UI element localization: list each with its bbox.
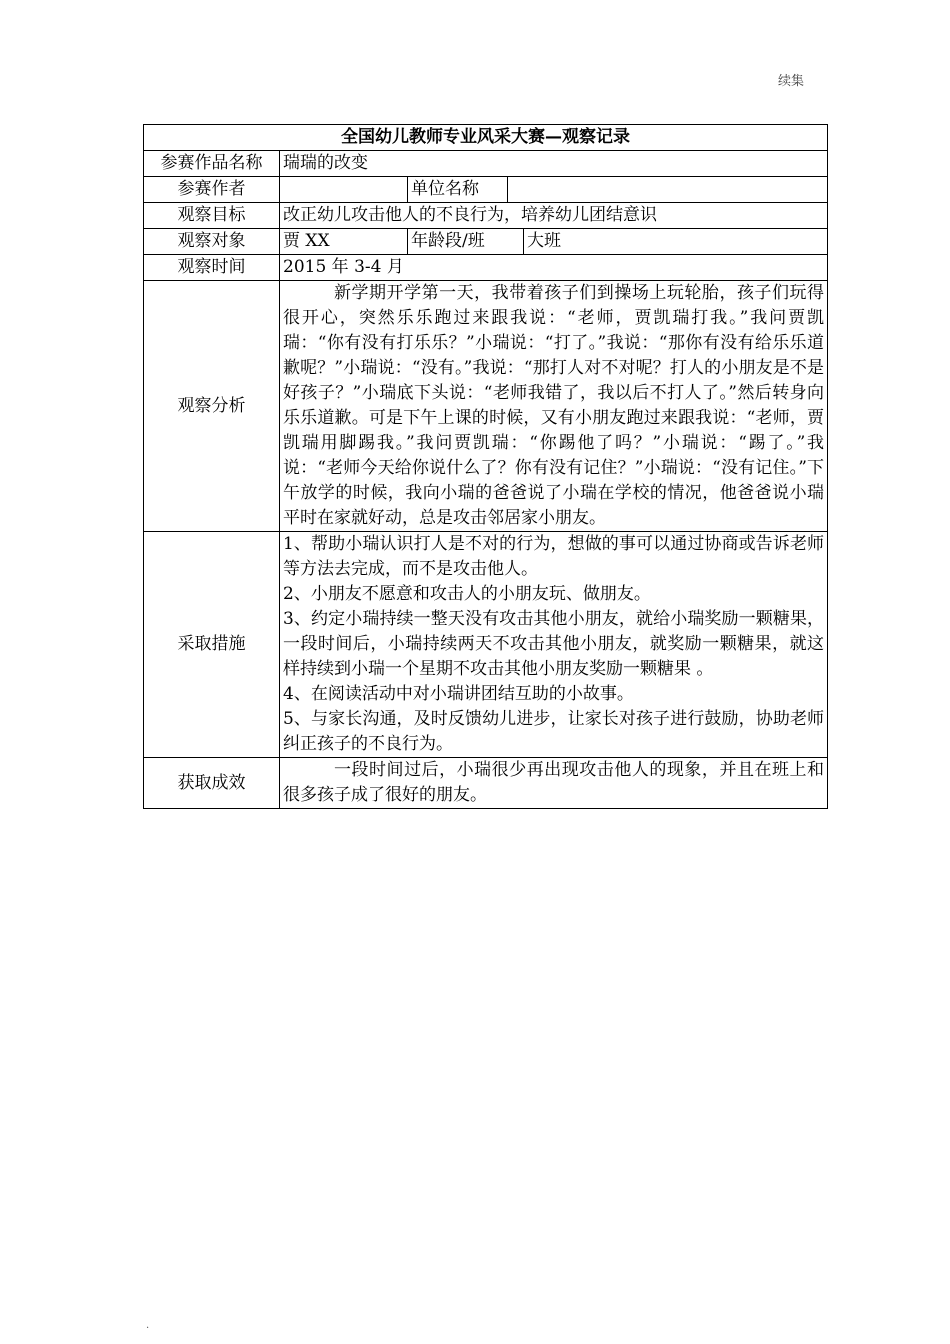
work-name-label: 参赛作品名称	[144, 151, 280, 177]
goal-label: 观察目标	[144, 203, 280, 229]
measures-label: 采取措施	[144, 532, 280, 758]
analysis-label: 观察分析	[144, 281, 280, 532]
time-row	[144, 255, 828, 281]
continued-label: 续集	[778, 74, 805, 89]
footer-mark: .	[146, 1320, 150, 1331]
goal-value: 改正幼儿攻击他人的不良行为，培养幼儿团结意识	[280, 203, 828, 229]
title-row	[144, 125, 828, 151]
record-title: 全国幼儿教师专业风采大赛—观察记录	[144, 125, 828, 151]
measures-cell	[280, 532, 828, 758]
age-group-label: 年龄段/班	[408, 229, 524, 255]
measure-item: 3、约定小瑞持续一整天没有攻击其他小朋友，就给小瑞奖励一颗糖果，一段时间后，小瑞持续两天不攻击其他小朋友，就奖励一颗糖果，就这样持续到小瑞一个星期不攻击其他小朋友奖励一颗糖果 。	[283, 609, 825, 679]
measures-row	[144, 532, 828, 758]
results-text: 一段时间过后，小瑞很少再出现攻击他人的现象，并且在班上和很多孩子成了很好的朋友。	[283, 760, 825, 805]
results-row	[144, 758, 828, 809]
results-label: 获取成效	[144, 758, 280, 809]
work-name-value: 瑞瑞的改变	[280, 151, 828, 177]
unit-label: 单位名称	[408, 177, 508, 203]
time-label: 观察时间	[144, 255, 280, 281]
subject-value: 贾 XX	[280, 229, 408, 255]
author-value	[280, 177, 408, 203]
results-cell	[280, 758, 828, 809]
measure-item: 5、与家长沟通，及时反馈幼儿进步，让家长对孩子进行鼓励，协助老师纠正孩子的不良行为。	[283, 709, 825, 754]
analysis-row	[144, 281, 828, 532]
analysis-text: 新学期开学第一天，我带着孩子们到操场上玩轮胎，孩子们玩得很开心，突然乐乐跑过来跟我说：“老师，贾凯瑞打我。”我问贾凯瑞：“你有没有打乐乐？”小瑞说：“打了。”我说：“那你有没有给乐乐道歉呢？”小瑞说：“没有。”我说：“那打人对不对呢？打人的小朋友是不是好孩子？”小瑞底下头说：“老师我错了，我以后不打人了。”然后转身向乐乐道歉。可是下午上课的时候，又有小朋友跑过来跟我说：“老师，贾凯瑞用脚踢我。”我问贾凯瑞：“你踢他了吗？”小瑞说：“踢了。”我说：“老师今天给你说什么了？你有没有记住？”小瑞说：“没有记住。”下午放学的时候，我向小瑞的爸爸说了小瑞在学校的情况，他爸爸说小瑞平时在家就好动，总是攻击邻居家小朋友。	[283, 283, 825, 528]
author-label: 参赛作者	[144, 177, 280, 203]
measure-item: 2、小朋友不愿意和攻击人的小朋友玩、做朋友。	[283, 584, 651, 604]
work-name-row	[144, 151, 828, 177]
measure-item: 4、在阅读活动中对小瑞讲团结互助的小故事。	[283, 684, 634, 704]
measure-item: 1、帮助小瑞认识打人是不对的行为，想做的事可以通过协商或告诉老师等方法去完成，而不是攻击他人。	[283, 534, 825, 579]
time-value: 2015 年 3-4 月	[280, 255, 828, 281]
observation-record-table	[143, 124, 828, 809]
subject-label: 观察对象	[144, 229, 280, 255]
author-row	[144, 177, 828, 203]
subject-row	[144, 229, 828, 255]
age-group-value: 大班	[524, 229, 828, 255]
analysis-cell	[280, 281, 828, 532]
unit-value	[508, 177, 828, 203]
goal-row	[144, 203, 828, 229]
